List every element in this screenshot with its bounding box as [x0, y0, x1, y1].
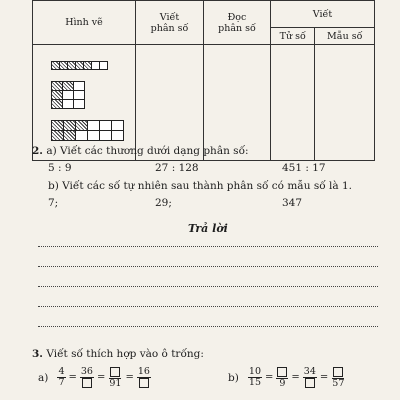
grid-figure-3x3	[51, 81, 84, 108]
denominator: 57	[332, 377, 345, 389]
blank-box[interactable]	[277, 367, 287, 377]
denominator: 9	[279, 377, 286, 389]
fraction	[137, 367, 151, 389]
blank-box[interactable]	[333, 367, 343, 377]
header-read-fraction: Đọc phân số	[204, 1, 271, 45]
question-2-b: b) Viết các số tự nhiên sau thành phân số có mẫu số là 1.	[48, 180, 352, 192]
blank-box[interactable]	[82, 378, 92, 388]
q3-part-b: b) $\frac{10}{15}$ = 9 = 34 = 57	[228, 366, 345, 389]
fraction	[108, 367, 122, 389]
numerator: 10	[248, 366, 262, 378]
q2b-item: 7;	[48, 197, 59, 209]
equals-sign: =	[319, 372, 329, 384]
write-fraction-cell[interactable]	[136, 45, 204, 161]
denominator-blank	[81, 378, 93, 389]
blank-box[interactable]	[139, 378, 149, 388]
q2b-item: 29;	[155, 197, 172, 209]
fraction-table	[32, 0, 375, 161]
numerator: 4	[58, 366, 65, 378]
blank-box[interactable]	[305, 378, 315, 388]
equals-sign: =	[68, 372, 77, 384]
read-fraction-cell[interactable]	[204, 45, 271, 161]
fraction	[276, 367, 288, 389]
numerator-blank	[332, 367, 344, 379]
fraction	[80, 367, 94, 389]
equals-sign: =	[291, 372, 300, 384]
fraction	[303, 367, 317, 389]
denominator: 7	[58, 377, 65, 389]
fraction	[57, 367, 65, 388]
grid-figure-2x6	[51, 120, 123, 140]
q2a-item: 451 : 17	[282, 162, 326, 174]
empty-cell	[99, 61, 108, 70]
numerator: 36	[80, 366, 93, 377]
q2a-item: 27 : 128	[155, 162, 199, 174]
denominator: 91	[109, 377, 122, 389]
figures-cell	[33, 45, 136, 161]
empty-cell	[111, 130, 124, 141]
numerator-blank	[276, 367, 288, 379]
numerator-cell[interactable]	[271, 45, 315, 161]
q2b-item: 347	[282, 197, 303, 209]
answer-line[interactable]	[38, 286, 378, 287]
denominator: 15	[248, 377, 262, 389]
q3-part-a: a) $\frac{4}{7}$ = 36 = 91 = 16	[38, 366, 150, 389]
denominator-blank	[138, 378, 150, 389]
blank-box[interactable]	[110, 367, 120, 377]
denominator-blank	[304, 378, 316, 389]
fraction	[331, 367, 345, 389]
denominator-cell[interactable]	[315, 45, 375, 161]
bar-figure	[51, 61, 107, 70]
header-numerator: Tử số	[271, 28, 315, 45]
equals-sign: =	[96, 372, 106, 384]
q2a-item: 5 : 9	[48, 162, 72, 174]
answer-line[interactable]	[38, 266, 378, 267]
header-write-fraction: Viết phân số	[136, 1, 204, 45]
question-2-a: 2. a) Viết các thương dưới dạng phân số:	[32, 145, 249, 157]
fraction	[248, 367, 262, 388]
empty-cell	[73, 99, 85, 109]
equals-sign: =	[125, 372, 134, 384]
answer-line[interactable]	[38, 326, 378, 327]
answer-line[interactable]	[38, 306, 378, 307]
header-denominator: Mẫu số	[315, 28, 375, 45]
question-3: 3. Viết số thích hợp vào ô trống:	[32, 348, 204, 360]
answer-line[interactable]	[38, 246, 378, 247]
header-write-group: Viết	[271, 1, 375, 28]
numerator: 16	[137, 366, 150, 377]
equals-sign: =	[265, 372, 274, 384]
answer-title: Trả lời	[188, 222, 228, 235]
numerator: 34	[303, 366, 316, 377]
header-picture: Hình vẽ	[33, 1, 136, 45]
numerator-blank	[109, 367, 121, 379]
